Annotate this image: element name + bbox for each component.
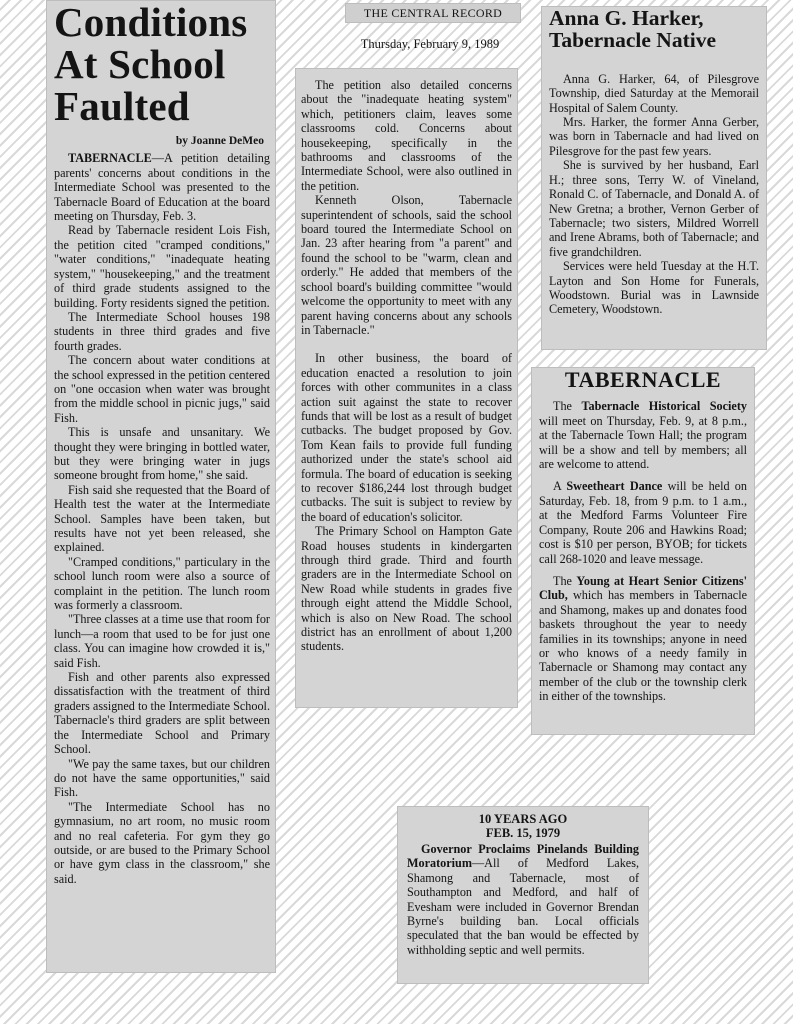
obituary-article — [541, 6, 767, 350]
byline: by Joanne DeMeo — [175, 135, 264, 148]
paragraph: In other business, the board of education enacted a resolution to join forces with other communites in a class action suit against the state to recover funds that will be lost as a result of budget cutbacks. The budget proposed by Gov. Tom Kean fails to provide full funding authorized under the state's school aid formula. The board of education is seeking to recover $186,244 lost through budget cutbacks. The suit is subject to review by the board of education's solicitor. — [301, 351, 512, 524]
paragraph: The Primary School on Hampton Gate Road houses students in kindergarten through third grade. Third and fourth graders are in the Intermediate School on New Road while students in grades five through eight attend the Middle School, which is also on New Road. The school district has an enrollment of about 1,200 students. — [301, 524, 512, 654]
ten-years-ago-box — [397, 806, 649, 984]
paragraph: "We pay the same taxes, but our children do not have the same opportunities," said Fish. — [54, 756, 270, 800]
main-headline: Conditions At School Faulted — [54, 0, 248, 129]
paragraph: TABERNACLE—A petition detailing parents' concerns about conditions in the Intermediate School was presented to the Tabernacle Board of Education at the board meeting on Thursday, Feb. 3. — [54, 151, 270, 224]
note-item: A Sweetheart Dance will be held on Saturday, Feb. 18, from 9 p.m. to 1 a.m., at the Medford Farms Volunteer Fire Company, Route 206 and Hawkins Road; cost is $10 per person, BYOB; for tickets call 268-1020 and leave message. — [539, 479, 747, 566]
note-item: The Young at Heart Senior Citizens' Club, which has members in Tabernacle and Shamong, makes up and donates food baskets throughout the year to needy families in its townships; anyone in need or who knows of a needy family in Tabernacle or Shamong may contact any member of the club or the township clerk in either of the townships. — [539, 573, 747, 704]
ten-years-ago-body — [407, 842, 639, 957]
paragraph: Fish said she requested that the Board of Health test the water at the Intermediate School. Samples have been taken, but results have not yet been released, she explained. — [54, 482, 270, 555]
paragraph: She is survived by her husband, Earl H.; three sons, Terry W. of Vineland, Ronald C. of Tabernacle, and Donald A. of New Gretna; a brother, Vernon Gerber of Tabernacle; two sisters, Mildred Worrell and Irene Abrams, both of Tabernacle; and five grandchildren. — [549, 158, 759, 259]
article-continued-body — [301, 78, 512, 654]
note-item: The Tabernacle Historical Society will meet on Thursday, Feb. 9, at 8 p.m., at the Tabernacle Town Hall; the program will be a show and tell by members; all are welcome to attend. — [539, 399, 747, 472]
paragraph: "Cramped conditions," particulary in the school lunch room were also a source of complaint in the petition. The lunch room was formerly a classroom. — [54, 554, 270, 613]
paragraph: This is unsafe and unsanitary. We thought they were bringing in bottled water, but they were bringing water in jugs someone brought from home," she said. — [54, 425, 270, 483]
paragraph: Fish and other parents also expressed dissatisfaction with the treatment of third graders assigned to the Intermediate School. Tabernacle's third graders are split between the Intermediate School and Primary School. — [54, 670, 270, 757]
ten-years-ago-date: FEB. 15, 1979 — [485, 826, 561, 840]
publication-date: Thursday, February 9, 1989 — [360, 37, 500, 51]
dateline: TABERNACLE — [68, 151, 152, 166]
paragraph: Mrs. Harker, the former Anna Gerber, was born in Tabernacle and had lived on Pilesgrove for the past few years. — [549, 115, 759, 158]
paragraph: The Intermediate School houses 198 students in three third grades and five fourth grades. — [54, 309, 270, 353]
masthead: THE CENTRAL RECORD — [345, 3, 521, 23]
article-continued — [295, 68, 518, 708]
main-article — [46, 0, 276, 973]
tabernacle-notes — [531, 367, 755, 735]
obituary-headline: Anna G. Harker, Tabernacle Native — [549, 6, 717, 52]
paragraph: The concern about water conditions at the school expressed in the petition centered on "one occasion when water was brought from the middle school in picnic jugs," said Fish. — [54, 353, 270, 425]
main-article-body — [54, 151, 270, 886]
paragraph: "The Intermediate School has no gymnasium, no art room, no music room and no real cafeteria. For gym they go outside, or are bused to the Primary School or have gym class in the classroom," she said. — [54, 799, 270, 886]
paragraph: Governor Proclaims Pinelands Building Moratorium—All of Medford Lakes, Shamong and Tabernacle, most of Southampton and Medford, and half of Evesham were included in Governor Brendan Byrne's building ban. Local officials speculated that the ban would be effected by withholding septic and well permits. — [407, 842, 639, 957]
paragraph: Kenneth Olson, Tabernacle superintendent of schools, said the school board toured the Intermediate School on Jan. 23 after hearing from "a parent" and found the school to be "warm, clean and orderly." He added that members of the school board's building committee "would welcome the opportunity to meet with any parent having concerns about any schools in Tabernacle." — [301, 193, 512, 337]
obituary-body — [549, 72, 759, 317]
paragraph: The petition also detailed concerns about the "inadequate heating system" which, petitioners claim, leaves some classrooms cold. Concerns about housekeeping, specifically in the bathrooms and classrooms of the Intermediate School, were also outlined in the petition. — [301, 78, 512, 193]
tabernacle-headline: TABERNACLE — [564, 367, 722, 392]
paragraph: Services were held Tuesday at the H.T. Layton and Son Home for Funerals, Woodstown. Burial was in Lawnside Cemetery, Woodstown. — [549, 259, 759, 317]
paragraph: Read by Tabernacle resident Lois Fish, the petition cited "cramped conditions," "water conditions," "inadequate heating system," "housekeeping," and the treatment of third grade students assigned to the building. Forty residents signed the petition. — [54, 223, 270, 310]
tabernacle-notes-body — [539, 399, 747, 703]
paragraph: Anna G. Harker, 64, of Pilesgrove Township, died Saturday at the Memorail Hospital of Salem County. — [549, 71, 759, 115]
ten-years-ago-kicker: 10 YEARS AGO — [478, 812, 568, 826]
paragraph: "Three classes at a time use that room for lunch—a room that used to be for just one class. You can imagine how crowded it is," said Fish. — [54, 612, 270, 670]
